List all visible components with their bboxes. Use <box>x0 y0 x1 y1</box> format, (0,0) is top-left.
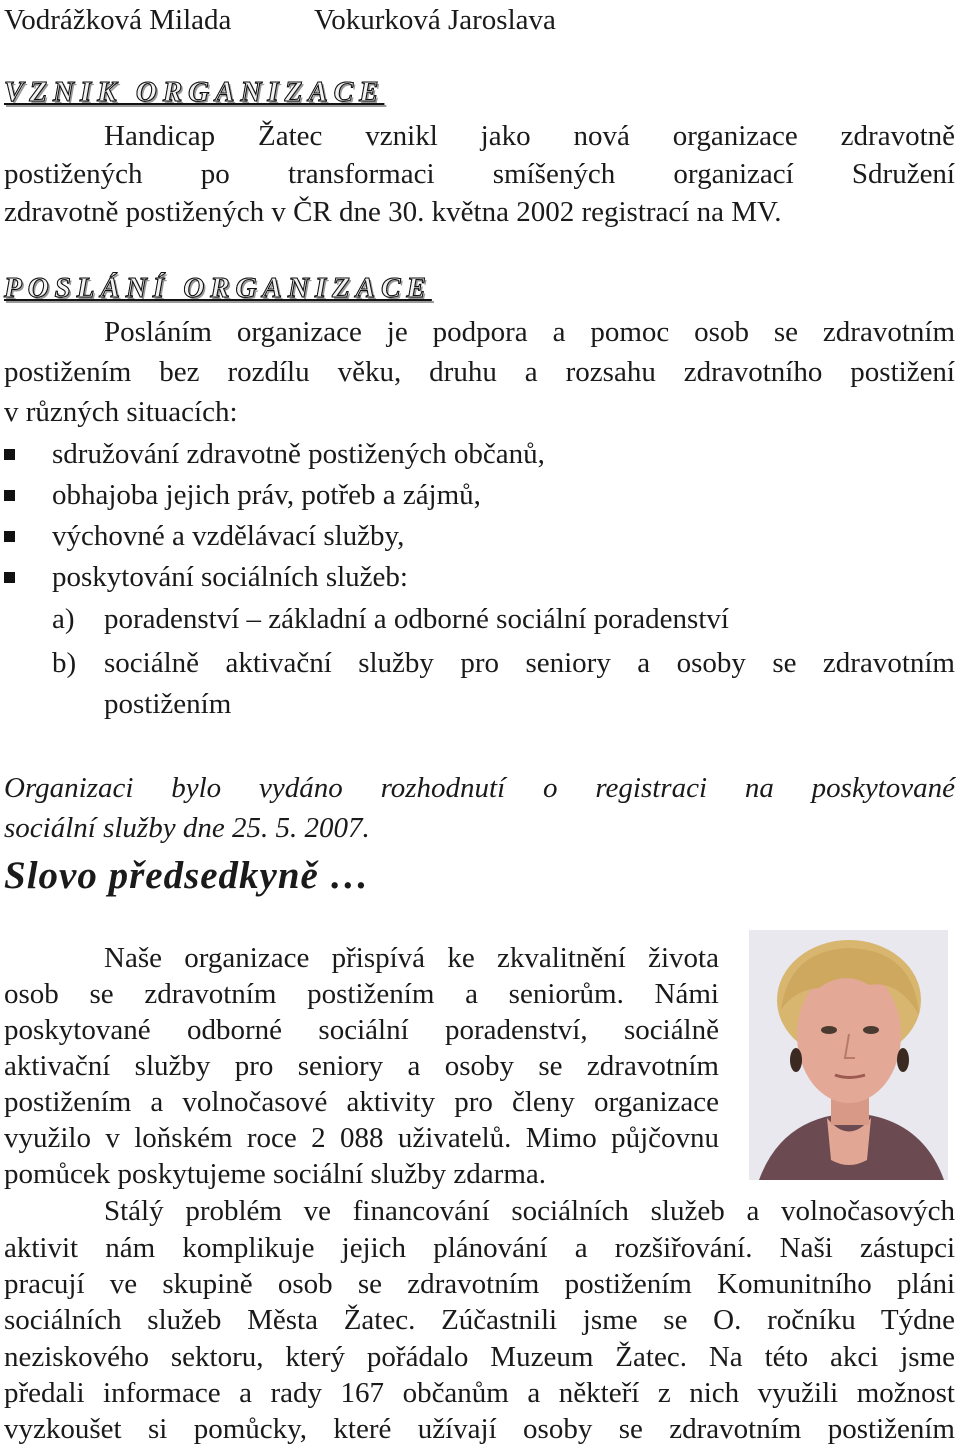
paragraph-line: vyzkoušet si pomůcky, které užívají osoby se zdravotním postižením <box>4 1413 955 1445</box>
paragraph-line: sociálních služeb Města Žatec. Zúčastnili jsme se O. ročníku Týdne <box>4 1304 955 1336</box>
portrait-image <box>749 930 948 1180</box>
square-bullet-icon <box>4 531 15 542</box>
paragraph-line: postižením a volnočasové aktivity pro členy organizace <box>4 1086 719 1118</box>
paragraph-line: Stálý problém ve financování sociálních služeb a volnočasových <box>104 1195 955 1227</box>
paragraph-line: využilo v loňském roce 2 088 uživatelů. Mimo půjčovnu <box>4 1122 719 1154</box>
paragraph-line: pracují ve skupině osob se zdravotním postižením Komunitního pláni <box>4 1268 955 1300</box>
list-item: poskytování sociálních služeb: <box>52 561 408 593</box>
list-item: obhajoba jejich práv, potřeb a zájmů, <box>52 479 481 511</box>
list-item: sdružování zdravotně postižených občanů, <box>52 438 545 470</box>
square-bullet-icon <box>4 572 15 583</box>
sublist-item: postižením <box>104 688 232 720</box>
paragraph-line: poskytované odborné sociální poradenství, sociálně <box>4 1014 719 1046</box>
list-item: výchovné a vzdělávací služby, <box>52 520 405 552</box>
author-name: Vokurková Jaroslava <box>314 4 556 36</box>
paragraph-line: Handicap Žatec vznikl jako nová organizace zdravotně <box>104 120 955 152</box>
square-bullet-icon <box>4 490 15 501</box>
paragraph-line: Naše organizace přispívá ke zkvalitnění života <box>104 942 719 974</box>
paragraph-line: předali informace a rady 167 občanům a někteří z nich využili možnost <box>4 1377 955 1409</box>
sublist-item: sociálně aktivační služby pro seniory a osoby se zdravotním <box>104 647 955 679</box>
paragraph-line: Posláním organizace je podpora a pomoc osob se zdravotním <box>104 316 955 348</box>
registration-note: Organizaci bylo vydáno rozhodnutí o registraci na poskytované <box>4 772 955 804</box>
author-name: Vodrážková Milada <box>4 4 232 36</box>
paragraph-line: postižených po transformaci smíšených organizací Sdružení <box>4 158 955 190</box>
paragraph-line: v různých situacích: <box>4 396 238 428</box>
square-bullet-icon <box>4 449 15 460</box>
section-heading-poslani: POSLÁNÍ ORGANIZACE <box>4 272 432 304</box>
section-heading-vznik: VZNIK ORGANIZACE <box>4 76 385 108</box>
chairwoman-portrait <box>749 930 948 1180</box>
paragraph-line: postižením bez rozdílu věku, druhu a rozsahu zdravotního postižení <box>4 356 955 388</box>
section-heading-slovo: Slovo předsedkyně … <box>4 854 370 897</box>
registration-note: sociální služby dne 25. 5. 2007. <box>4 812 370 844</box>
paragraph-line: zdravotně postižených v ČR dne 30. května 2002 registrací na MV. <box>4 196 782 228</box>
paragraph-line: aktivační služby pro seniory a osoby se zdravotním <box>4 1050 719 1082</box>
paragraph-line: pomůcek poskytujeme sociální služby zdarma. <box>4 1158 546 1190</box>
sublist-marker: b) <box>52 647 77 679</box>
sublist-item: poradenství – základní a odborné sociální poradenství <box>104 603 729 635</box>
paragraph-line: osob se zdravotním postižením a seniorům. Námi <box>4 978 719 1010</box>
sublist-marker: a) <box>52 603 75 635</box>
paragraph-line: neziskového sektoru, který pořádalo Muzeum Žatec. Na této akci jsme <box>4 1341 955 1373</box>
paragraph-line: aktivit nám komplikuje jejich plánování a rozšiřování. Naši zástupci <box>4 1232 955 1264</box>
